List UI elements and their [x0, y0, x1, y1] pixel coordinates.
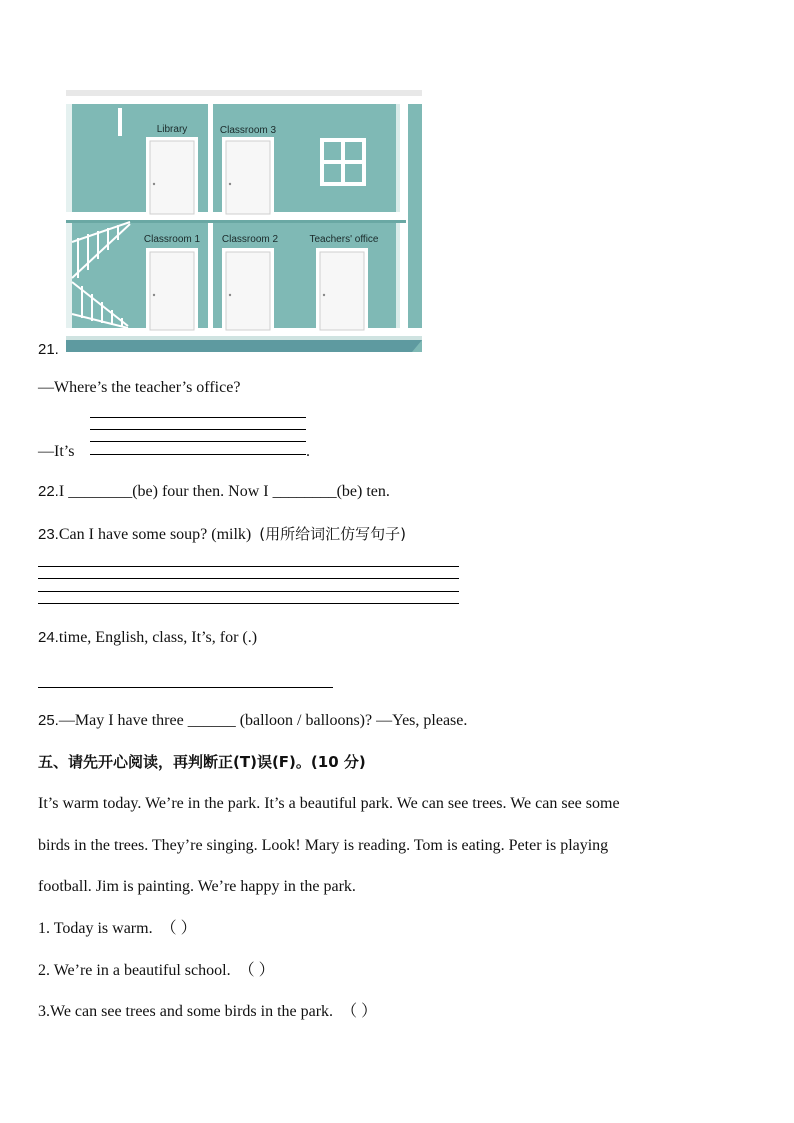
answer-line [38, 687, 333, 688]
q21-answer-suffix: . [306, 443, 310, 460]
passage-line-1: It’s warm today. We’re in the park. It’s a beautiful park. We can see trees. We can see some [38, 795, 620, 812]
q25 [38, 711, 467, 731]
q21-question: —Where’s the teacher’s office? [38, 379, 241, 396]
answer-line [90, 454, 306, 455]
q23-instruction: (用所给词汇仿写句子) [259, 525, 406, 543]
teachers-office-label: Teachers' office [309, 234, 379, 245]
answer-blank[interactable]: （ ） [238, 962, 275, 979]
classroom2-door [222, 248, 274, 330]
q24-text: time, English, class, It’s, for (.) [58, 629, 258, 646]
q23-number: 23. [38, 526, 59, 543]
q22-text: I ________(be) four then. Now I ________(be) ten. [58, 483, 390, 500]
q22 [38, 482, 390, 502]
library-label: Library [156, 124, 188, 135]
library-door [146, 137, 198, 214]
q25-number: 25. [38, 712, 59, 729]
classroom1-door [146, 248, 198, 330]
answer-line [38, 578, 459, 579]
answer-line [38, 603, 459, 604]
q25-text: —May I have three ______ (balloon / balloons)? —Yes, please. [58, 712, 468, 729]
school-building-illustration [66, 82, 422, 352]
classroom1-label: Classroom 1 [143, 234, 201, 245]
q23-text: Can I have some soup? (milk) [58, 526, 252, 543]
q24 [38, 628, 257, 648]
classroom3-label: Classroom 3 [219, 125, 277, 136]
classroom3-door [222, 137, 274, 214]
answer-blank[interactable]: （ ） [341, 1003, 378, 1020]
answer-blank[interactable]: （ ） [160, 920, 197, 937]
answer-line [90, 417, 306, 418]
statement-3 [38, 1002, 377, 1022]
answer-line [38, 591, 459, 592]
passage-line-3: football. Jim is painting. We’re happy in the park. [38, 878, 356, 895]
statement-text: 3.We can see trees and some birds in the park. [38, 1003, 334, 1020]
teachers-office-door [316, 248, 368, 330]
section-title: 五、请先开心阅读，再判断正(T)误(F)。(10 分) [38, 753, 366, 771]
q24-number: 24. [38, 629, 59, 646]
answer-line [90, 429, 306, 430]
passage-line-2: birds in the trees. They’re singing. Look! Mary is reading. Tom is eating. Peter is playing [38, 837, 609, 854]
statement-1 [38, 919, 197, 939]
q21-answer-prefix: —It’s [38, 443, 75, 460]
statement-text: 1. Today is warm. [38, 920, 153, 937]
answer-line [38, 566, 459, 567]
statement-text: 2. We’re in a beautiful school. [38, 962, 231, 979]
answer-line [90, 441, 306, 442]
window-icon [320, 138, 366, 186]
q21-number: 21. [38, 341, 59, 358]
q22-number: 22. [38, 483, 59, 500]
classroom2-label: Classroom 2 [221, 234, 279, 245]
q23 [38, 524, 406, 545]
statement-2 [38, 961, 275, 981]
